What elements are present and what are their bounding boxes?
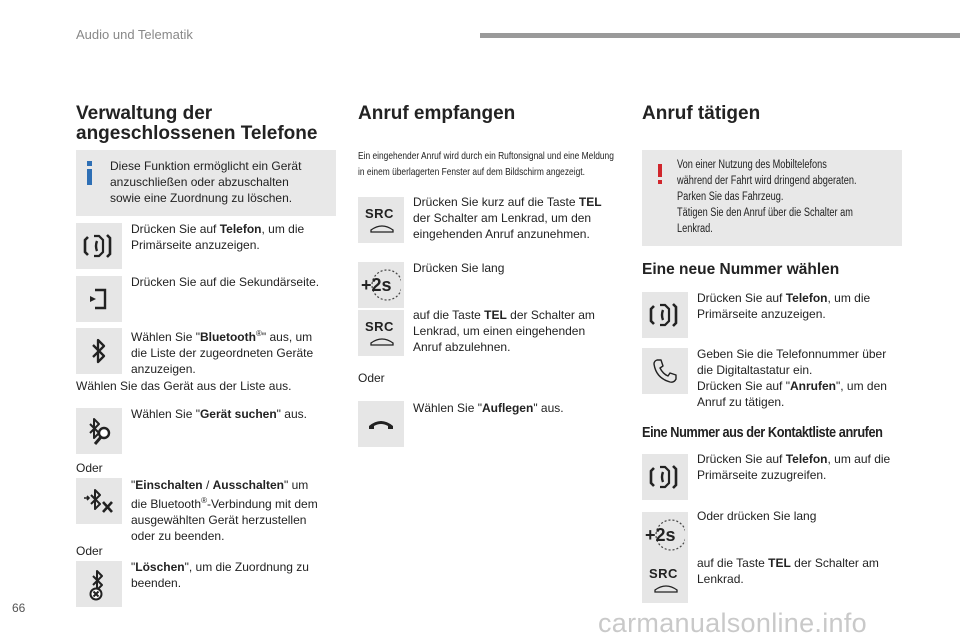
- text: anzuzeigen.: [131, 362, 196, 376]
- text: Wählen Sie ": [413, 401, 482, 415]
- text: ", um die Zuordnung zu: [184, 560, 309, 574]
- registered-mark: ®: [255, 329, 262, 338]
- src-label: SRC: [365, 319, 394, 334]
- note-line: in einem überlagerten Fenster auf dem Bildschirm angezeigt.: [358, 166, 585, 178]
- text: beenden.: [131, 576, 182, 590]
- phone-button[interactable]: [642, 292, 688, 338]
- text-bold: TEL: [484, 308, 507, 322]
- text: Wählen Sie ": [131, 407, 200, 421]
- text: Drücken Sie auf: [697, 291, 786, 305]
- warning-line: Von einer Nutzung des Mobiltelefons: [677, 159, 827, 171]
- text: Anruf zu tätigen.: [697, 395, 785, 409]
- info-line: anzuschließen oder abzuschalten: [110, 175, 289, 189]
- section-title-call: Anruf tätigen: [642, 103, 761, 124]
- phone-icon: [83, 230, 115, 262]
- text: oder zu beenden.: [131, 529, 225, 543]
- bluetooth-delete-icon: [83, 567, 115, 601]
- src-label: SRC: [649, 566, 678, 581]
- text: , um auf die: [827, 452, 891, 466]
- text: die Bluetooth: [131, 497, 202, 511]
- text: der Schalter am: [790, 556, 879, 570]
- watermark: carmanualsonline.info: [598, 608, 867, 638]
- section-title-manage: [76, 104, 317, 144]
- text-bold: TEL: [768, 556, 791, 570]
- text: /: [202, 478, 213, 492]
- plus2s-label: +2s: [361, 275, 392, 295]
- text: -Verbindung mit dem: [206, 497, 318, 511]
- text-bold: Telefon: [785, 452, 828, 466]
- title-line-1: Verwaltung der: [76, 103, 213, 124]
- dial-button[interactable]: [642, 348, 688, 394]
- text-bold: TEL: [578, 195, 602, 209]
- warning-line: während der Fahrt wird dringend abgeraten.: [677, 175, 857, 187]
- text: Anruf abzulehnen.: [413, 340, 511, 354]
- text-or: Oder: [76, 461, 103, 475]
- text: Lenkrad, um einen eingehenden: [413, 324, 586, 338]
- text: ausgewählten Gerät herzustellen: [131, 513, 307, 527]
- text-bold: Löschen: [135, 560, 185, 574]
- text-bold: Ausschalten: [212, 478, 284, 492]
- text: auf die Taste: [697, 556, 769, 570]
- text-bold: Gerät suchen: [199, 407, 277, 421]
- text: Geben Sie die Telefonnummer über: [697, 347, 887, 361]
- text: der Schalter am: [506, 308, 595, 322]
- hangup-icon: [366, 416, 396, 432]
- hangup-small-icon: [369, 336, 395, 346]
- connect-toggle-button[interactable]: [76, 478, 122, 524]
- src-button[interactable]: [358, 310, 404, 356]
- subsection-title-new-number: Eine neue Nummer wählen: [642, 261, 840, 278]
- text: Wählen Sie ": [131, 330, 200, 344]
- info-box: [76, 150, 336, 216]
- text: Primärseite zuzugreifen.: [697, 468, 827, 482]
- header-bar: [480, 33, 960, 38]
- delete-pairing-button[interactable]: [76, 561, 122, 607]
- text-bold: Bluetooth: [199, 330, 256, 344]
- text: , um die: [261, 222, 305, 236]
- note-line: Ein eingehender Anruf wird durch ein Ruftonsignal und eine Meldung: [358, 150, 614, 162]
- text: Primärseite anzuzeigen.: [131, 238, 260, 252]
- text: Drücken Sie auf die Sekundärseite.: [131, 275, 320, 289]
- phone-button[interactable]: [76, 223, 122, 269]
- text: Primärseite anzuzeigen.: [697, 307, 826, 321]
- subsection-title-contacts: Eine Nummer aus der Kontaktliste anrufen: [642, 425, 883, 441]
- phone-button[interactable]: [642, 454, 688, 500]
- src-label: SRC: [365, 206, 394, 221]
- text: Lenkrad.: [697, 572, 744, 586]
- warning-line: Tätigen Sie den Anruf über die Schalter am: [677, 207, 853, 219]
- text: die Liste der zugeordneten Geräte: [131, 346, 314, 360]
- header-title: Audio und Telematik: [76, 27, 193, 42]
- hangup-small-icon: [653, 583, 679, 593]
- text: Drücken Sie lang: [413, 261, 505, 275]
- text: Oder drücken Sie lang: [697, 509, 817, 523]
- section-title-receive: Anruf empfangen: [358, 103, 516, 124]
- warning-line: Parken Sie das Fahrzeug.: [677, 191, 784, 203]
- text: Drücken Sie auf ": [697, 379, 790, 393]
- text-bold: Telefon: [219, 222, 262, 236]
- phone-icon: [649, 461, 681, 493]
- plus2s-label: +2s: [645, 525, 676, 545]
- info-line: Diese Funktion ermöglicht ein Gerät: [110, 159, 302, 173]
- text: ", um den: [835, 379, 887, 393]
- phone-icon: [649, 299, 681, 331]
- hangup-button[interactable]: [358, 401, 404, 447]
- long-press-button[interactable]: [642, 512, 688, 558]
- text: " um: [284, 478, 309, 492]
- handset-icon: [650, 356, 680, 386]
- search-device-button[interactable]: [76, 408, 122, 454]
- warning-icon: [658, 164, 662, 177]
- text: ": [131, 560, 136, 574]
- bluetooth-icon: [86, 336, 112, 366]
- text: Drücken Sie kurz auf die Taste: [413, 195, 579, 209]
- page-number: 66: [12, 601, 26, 615]
- src-button[interactable]: [358, 197, 404, 243]
- text: Wählen Sie das Gerät aus der Liste aus.: [76, 379, 292, 393]
- text: die Digitaltastatur ein.: [697, 363, 813, 377]
- bluetooth-connect-icon: [81, 485, 117, 517]
- info-icon-dot: [87, 161, 92, 166]
- secondary-page-button[interactable]: [76, 276, 122, 322]
- text: , um die: [827, 291, 871, 305]
- info-icon: [87, 169, 92, 185]
- src-button[interactable]: [642, 557, 688, 603]
- registered-mark: ®: [201, 496, 207, 505]
- text-bold: Auflegen: [481, 401, 534, 415]
- secondary-page-icon: [85, 285, 113, 313]
- text: " aus.: [276, 407, 307, 421]
- text: der Schalter am Lenkrad, um den: [413, 211, 592, 225]
- bluetooth-button[interactable]: [76, 328, 122, 374]
- text: ": [131, 478, 136, 492]
- hangup-small-icon: [369, 223, 395, 233]
- text-or: Oder: [358, 371, 385, 385]
- text-bold: Einschalten: [135, 478, 203, 492]
- text: " aus.: [533, 401, 564, 415]
- warning-box: [642, 150, 902, 246]
- text: " aus, um: [261, 330, 313, 344]
- text: eingehenden Anruf anzunehmen.: [413, 227, 590, 241]
- warning-line: Lenkrad.: [677, 223, 713, 235]
- long-press-button[interactable]: [358, 262, 404, 308]
- text: Drücken Sie auf: [131, 222, 220, 236]
- title-line-2: angeschlossenen Telefone: [76, 123, 318, 144]
- warning-icon-dot: [658, 180, 662, 184]
- text: Drücken Sie auf: [697, 452, 786, 466]
- device-search-icon: [84, 416, 114, 446]
- text-bold: Anrufen: [789, 379, 836, 393]
- text-bold: Telefon: [785, 291, 828, 305]
- text: auf die Taste: [413, 308, 485, 322]
- info-line: sowie eine Zuordnung zu löschen.: [110, 191, 293, 205]
- text-or: Oder: [76, 544, 103, 558]
